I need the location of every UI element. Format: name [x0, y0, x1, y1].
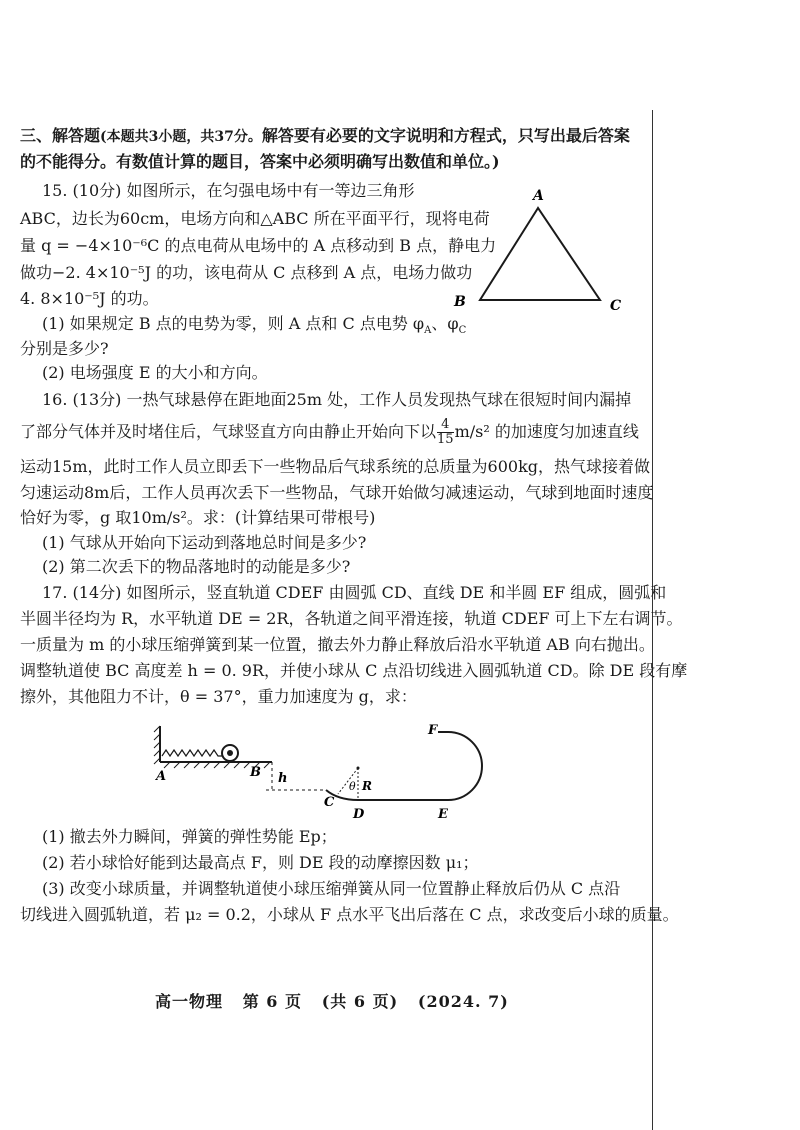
label-theta: θ — [349, 780, 356, 793]
q17-line-3: 一质量为 m 的小球压缩弹簧到某一位置，撤去外力静止释放后沿水平轨道 AB 向右抛出。 — [20, 635, 655, 654]
q17-line-1: 17. (14分) 如图所示，竖直轨道 CDEF 由圆弧 CD、直线 DE 和半圆 EF 组成，圆弧和 — [42, 583, 667, 602]
q15-line-2: ABC，边长为60cm，电场方向和△ABC 所在平面平行，现将电荷 — [20, 209, 490, 228]
q17-sub1: (1) 撤去外力瞬间，弹簧的弹性势能 Ep； — [42, 827, 337, 846]
vertex-label-b: B — [454, 294, 466, 310]
q15-line-3: 量 q = −4×10⁻⁶C 的点电荷从电场中的 A 点移动到 B 点，静电力 — [20, 236, 497, 255]
vertex-label-a: A — [533, 188, 544, 204]
label-r: R — [362, 779, 372, 793]
label-a: A — [156, 769, 167, 784]
label-d: D — [353, 807, 365, 822]
q17-sub3-cont: 切线进入圆弧轨道，若 μ₂ = 0.2，小球从 F 点水平飞出后落在 C 点，求改变后小球的质量。 — [20, 905, 679, 924]
footer-page: 第 6 页 — [242, 992, 303, 1011]
q15-line-5: 4. 8×10⁻⁵J 的功。 — [20, 289, 159, 308]
q16-sub2: (2) 第二次丢下的物品落地时的动能是多少? — [42, 557, 351, 576]
ball-center — [227, 750, 233, 756]
q16-line-4: 匀速运动8m后，工作人员再次丢下一些物品，气球开始做匀减速运动，气球到地面时速度 — [20, 483, 654, 502]
phi-a-subscript: A — [424, 325, 432, 337]
fraction-numerator: 4 — [437, 418, 454, 433]
footer-subject: 高一物理 — [155, 992, 224, 1011]
fraction-denominator: 15 — [437, 432, 454, 447]
phi-c-subscript: C — [458, 325, 467, 337]
label-b: B — [250, 765, 261, 780]
q15-line-1: 15. (10分) 如图所示，在匀强电场中有一等边三角形 — [42, 181, 415, 200]
section-header-line-1 — [20, 125, 630, 148]
q15-line-4: 做功−2. 4×10⁻⁵J 的功，该电荷从 C 点移到 A 点，电场力做功 — [20, 263, 473, 282]
section-note: (本题共3小题，共37分。 — [100, 129, 262, 145]
q15-sub1-text: (1) 如果规定 B 点的电势为零，则 A 点和 C 点电势 φ — [42, 314, 425, 333]
q17-line-2: 半圆半径均为 R，水平轨道 DE = 2R，各轨道之间平滑连接，轨道 CDEF 可上下左右调节。 — [20, 609, 683, 628]
label-f: F — [428, 723, 438, 738]
q17-line-5: 擦外，其他阻力不计，θ = 37°，重力加速度为 g，求： — [20, 687, 417, 706]
acceleration-fraction — [437, 418, 454, 447]
section-heading: 三、解答题 — [20, 126, 101, 145]
triangle-diagram — [440, 180, 640, 320]
q16-sub1: (1) 气球从开始向下运动到落地总时间是多少? — [42, 533, 367, 552]
q16-line-2-post: m/s² 的加速度匀加速直线 — [454, 422, 639, 441]
triangle-abc — [480, 208, 600, 300]
footer-date: (2024. 7) — [417, 992, 509, 1011]
vertex-label-c: C — [610, 298, 622, 314]
q17-sub3: (3) 改变小球质量，并调整轨道使小球压缩弹簧从同一位置静止释放后仍从 C 点沿 — [42, 879, 621, 898]
label-e: E — [438, 807, 448, 822]
spring — [162, 750, 222, 756]
track-diagram — [150, 718, 540, 828]
q16-line-2 — [20, 418, 639, 447]
section-instruction-2: 的不能得分。有数值计算的题目，答案中必须明确写出数值和单位。) — [20, 152, 500, 171]
q17-sub2: (2) 若小球恰好能到达最高点 F，则 DE 段的动摩擦因数 μ₁； — [42, 853, 479, 872]
q15-sub1-cont: 分别是多少? — [20, 339, 109, 358]
q16-line-1: 16. (13分) 一热气球悬停在距地面25m 处，工作人员发现热气球在很短时间内漏掉 — [42, 390, 632, 409]
label-h: h — [278, 771, 288, 786]
label-c: C — [324, 795, 335, 810]
semicircle-ef — [448, 732, 482, 800]
q16-line-2-pre: 了部分气体并及时堵住后，气球竖直方向由静止开始向下以 — [20, 422, 437, 441]
phi-separator: 、φ — [431, 314, 459, 333]
q16-line-3: 运动15m，此时工作人员立即丢下一些物品后气球系统的总质量为600kg，热气球接着做 — [20, 457, 651, 476]
page-footer — [155, 989, 509, 1012]
q16-line-5: 恰好为零，g 取10m/s²。求：(计算结果可带根号) — [20, 508, 376, 527]
q15-sub2: (2) 电场强度 E 的大小和方向。 — [42, 363, 268, 382]
footer-total: (共 6 页) — [321, 992, 399, 1011]
arc-center — [357, 767, 360, 770]
section-instruction-1: 解答要有必要的文字说明和方程式，只写出最后答案 — [261, 126, 630, 145]
q17-line-4: 调整轨道使 BC 高度差 h = 0. 9R，并使小球从 C 点沿切线进入圆弧轨道 CD。除 DE 段有摩 — [20, 661, 688, 680]
